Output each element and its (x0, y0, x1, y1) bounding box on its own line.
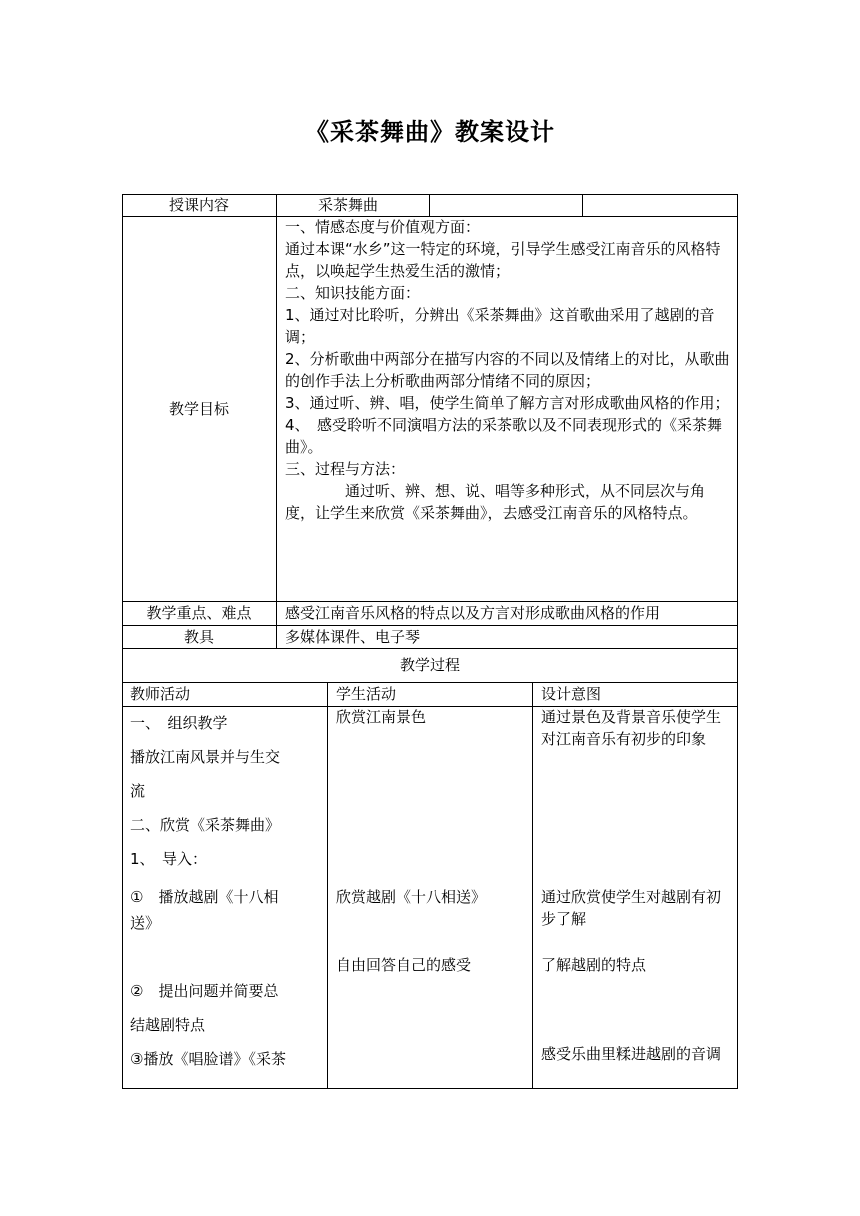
design-intent-3: 了解越剧的特点 (541, 956, 647, 974)
student-activity-3: 自由回答自己的感受 (336, 956, 472, 974)
teacher-line: ② 提出问题并简要总 (130, 982, 279, 1000)
course-value: 采茶舞曲 (318, 196, 379, 214)
process-heading: 教学过程 (399, 656, 460, 674)
goal-line: 三、过程与方法： (285, 460, 406, 478)
teacher-line (130, 940, 322, 974)
goal-line: 通过本课“水乡”这一特定的环境，引导学生感受江南音乐的风格特点，以唤起学生热爱生活的激情； (285, 240, 721, 280)
teacher-line: 送》 (130, 914, 161, 932)
col-header-teacher: 教师活动 (130, 685, 191, 703)
teacher-line: 播放江南风景并与生交 (130, 748, 281, 766)
goal-line: 2、分析歌曲中两部分在描写内容的不同以及情绪上的对比，从歌曲的创作手法上分析歌曲两部分情绪不同的原因； (285, 350, 730, 390)
tools-value: 多媒体课件、电子琴 (285, 628, 421, 646)
col-divider (532, 682, 533, 1088)
goal-line: 一、情感态度与价值观方面： (285, 218, 481, 236)
teacher-line: ① 播放越剧《十八相 (130, 888, 279, 906)
col-divider (582, 194, 583, 216)
teacher-line: 结越剧特点 (130, 1016, 206, 1034)
teacher-activity (130, 706, 322, 1076)
goal-line: 二、知识技能方面： (285, 284, 421, 302)
table-border-right (737, 194, 738, 1089)
goal-line: 1、通过对比聆听，分辨出《采茶舞曲》这首歌曲采用了越剧的音调； (285, 306, 715, 346)
row-divider (122, 648, 738, 649)
lesson-table (122, 194, 738, 1089)
table-border-bottom (122, 1088, 738, 1089)
col-divider (327, 682, 328, 1088)
col-divider (429, 194, 430, 216)
document-title: 《采茶舞曲》教案设计 (305, 118, 555, 146)
teacher-line: 二、欣赏《采茶舞曲》 (130, 816, 281, 834)
design-intent-4: 感受乐曲里糅进越剧的音调 (541, 1045, 722, 1063)
goal-line: 3、通过听、辨、唱，使学生简单了解方言对形成歌曲风格的作用； (285, 394, 730, 412)
col-header-student: 学生活动 (336, 685, 397, 703)
course-label: 授课内容 (168, 196, 229, 214)
teacher-line: 一、 组织教学 (130, 714, 228, 732)
col-divider (276, 194, 277, 648)
focus-label: 教学重点、难点 (146, 604, 252, 622)
goal-line: 4、 感受聆听不同演唱方法的采茶歌以及不同表现形式的《采茶舞曲》。 (285, 416, 723, 456)
goals-label: 教学目标 (168, 400, 229, 418)
teacher-line: 1、 导入： (130, 850, 208, 868)
design-intent-2: 通过欣赏使学生对越剧有初步了解 (541, 888, 722, 928)
tools-label: 教具 (183, 628, 214, 646)
goal-line: 通过听、辨、想、说、唱等多种形式，从不同层次与角度，让学生来欣赏《采茶舞曲》，去感受江南音乐的风格特点。 (285, 482, 706, 522)
design-intent-1: 通过景色及背景音乐使学生对江南音乐有初步的印象 (541, 708, 722, 748)
goals-content (285, 216, 731, 524)
teacher-line: 流 (130, 782, 146, 800)
teacher-line: ③播放《唱脸谱》《采茶 (130, 1050, 286, 1068)
focus-value: 感受江南音乐风格的特点以及方言对形成歌曲风格的作用 (285, 604, 661, 622)
col-header-design: 设计意图 (541, 685, 602, 703)
student-activity-1: 欣赏江南景色 (336, 708, 427, 726)
student-activity-2: 欣赏越剧《十八相送》 (336, 888, 487, 906)
